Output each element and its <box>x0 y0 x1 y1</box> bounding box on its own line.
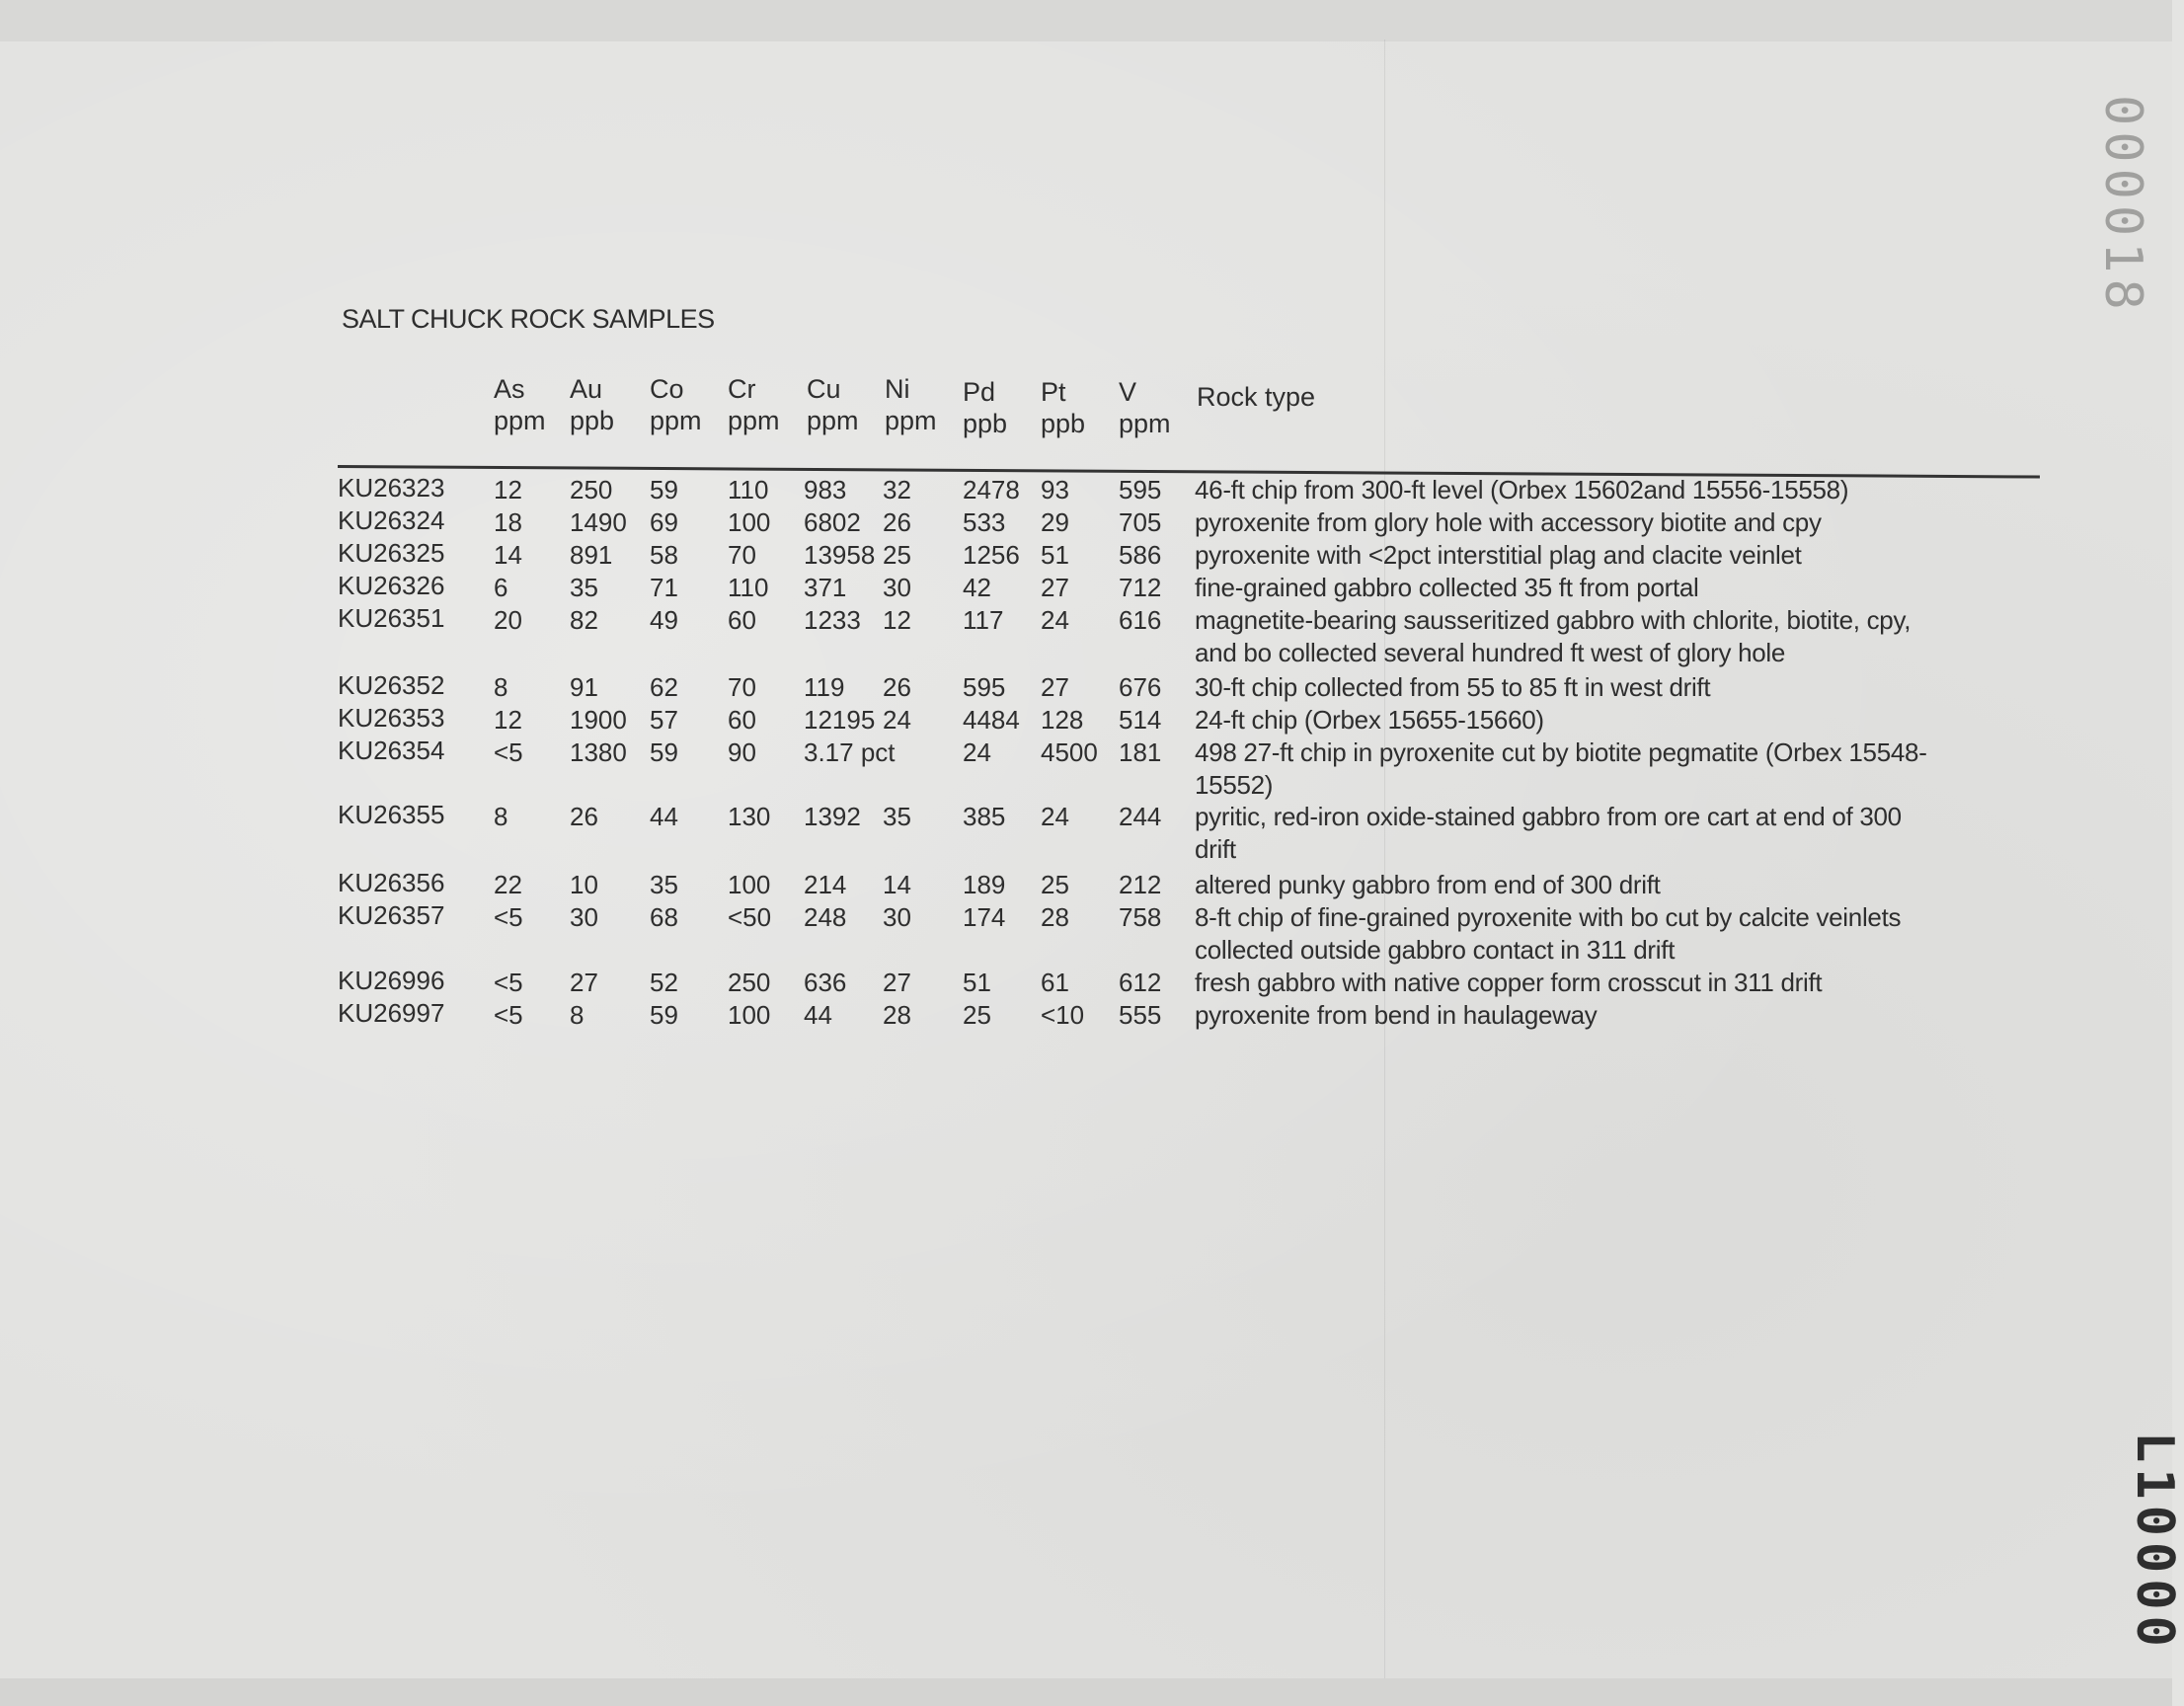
page-stamp-top: 000018 <box>2093 95 2152 316</box>
value-cell-pd: 42 <box>963 573 991 602</box>
value-cell-cu: 983 <box>804 475 847 504</box>
value-cell-v: 595 <box>1119 475 1162 504</box>
value-cell-as: 12 <box>494 705 522 735</box>
value-cell-pd: 117 <box>963 605 1004 635</box>
value-cell-cr: 110 <box>728 573 769 602</box>
rock-type-cell: fine-grained gabbro collected 35 ft from portal <box>1195 573 1699 602</box>
value-cell-co: 35 <box>650 870 678 899</box>
value-cell-cr: 60 <box>728 705 756 735</box>
rock-type-cell: pyroxenite from glory hole with accessory biotite and cpy <box>1195 507 1822 537</box>
column-header-ni: Ni ppm <box>885 374 937 435</box>
value-cell-co: 71 <box>650 573 678 602</box>
value-cell-pd: 25 <box>963 1000 991 1030</box>
column-header-pd: Pd ppb <box>963 377 1008 438</box>
sample-id: KU26324 <box>338 505 445 535</box>
value-cell-au: 10 <box>570 870 598 899</box>
value-cell-pt: 27 <box>1041 672 1069 702</box>
value-cell-ni: 30 <box>883 902 911 932</box>
value-cell-co: 58 <box>650 540 678 570</box>
value-cell-co: 69 <box>650 507 678 537</box>
sample-id: KU26997 <box>338 998 445 1028</box>
value-cell-ni: 26 <box>883 507 911 537</box>
value-cell-pt: 128 <box>1041 705 1084 735</box>
value-cell-cu: 3.17 pct <box>804 737 896 767</box>
value-cell-cr: 250 <box>728 968 771 997</box>
value-cell-as: 8 <box>494 802 508 831</box>
value-cell-as: <5 <box>494 902 523 932</box>
value-cell-v: 616 <box>1119 605 1162 635</box>
document-title: SALT CHUCK ROCK SAMPLES <box>342 304 715 334</box>
value-cell-pd: 51 <box>963 968 991 997</box>
value-cell-pt: 28 <box>1041 902 1069 932</box>
value-cell-ni: 35 <box>883 802 911 831</box>
value-cell-pt: 4500 <box>1041 737 1098 767</box>
sample-id: KU26356 <box>338 868 445 897</box>
value-cell-cu: 214 <box>804 870 847 899</box>
column-header-co: Co ppm <box>650 374 702 435</box>
value-cell-pt: 24 <box>1041 605 1069 635</box>
sample-id: KU26323 <box>338 473 445 503</box>
value-cell-au: 1490 <box>570 507 627 537</box>
value-cell-ni: 28 <box>883 1000 911 1030</box>
value-cell-as: <5 <box>494 737 523 767</box>
value-cell-ni: 25 <box>883 540 911 570</box>
sample-id: KU26351 <box>338 603 445 633</box>
sample-id: KU26354 <box>338 736 445 765</box>
value-cell-pt: 51 <box>1041 540 1069 570</box>
rock-type-cell: 30-ft chip collected from 55 to 85 ft in west drift <box>1195 672 1711 702</box>
column-header-cu: Cu ppm <box>807 374 859 435</box>
value-cell-cr: 70 <box>728 540 756 570</box>
value-cell-cu: 1392 <box>804 802 861 831</box>
value-cell-co: 57 <box>650 705 678 735</box>
rock-type-cell: 46-ft chip from 300-ft level (Orbex 15602and 15556-15558) <box>1195 475 1849 504</box>
value-cell-as: 12 <box>494 475 522 504</box>
page-bottom-edge <box>0 1678 2172 1706</box>
sample-id: KU26996 <box>338 966 445 995</box>
sample-id: KU26353 <box>338 703 445 733</box>
column-header-cr: Cr ppm <box>728 374 780 435</box>
value-cell-pt: 27 <box>1041 573 1069 602</box>
rock-type-cell: 24-ft chip (Orbex 15655-15660) <box>1195 705 1544 735</box>
value-cell-v: 705 <box>1119 507 1162 537</box>
value-cell-pt: 29 <box>1041 507 1069 537</box>
value-cell-au: 26 <box>570 802 598 831</box>
rock-type-cell: pyroxenite from bend in haulageway <box>1195 1000 1598 1030</box>
value-cell-as: 14 <box>494 540 522 570</box>
sample-id: KU26326 <box>338 571 445 600</box>
value-cell-cu: 1233 <box>804 605 861 635</box>
value-cell-as: <5 <box>494 968 523 997</box>
value-cell-v: 514 <box>1119 705 1162 735</box>
value-cell-pd: 385 <box>963 802 1006 831</box>
value-cell-cr: 100 <box>728 1000 771 1030</box>
value-cell-co: 44 <box>650 802 678 831</box>
value-cell-cu: 13958 <box>804 540 876 570</box>
value-cell-cr: 90 <box>728 737 756 767</box>
value-cell-ni: 30 <box>883 573 911 602</box>
value-cell-v: 586 <box>1119 540 1162 570</box>
value-cell-cu: 44 <box>804 1000 832 1030</box>
rock-type-cell: pyritic, red-iron oxide-stained gabbro from ore cart at end of 300 drift <box>1195 802 1902 864</box>
value-cell-cu: 6802 <box>804 507 861 537</box>
sample-id: KU26355 <box>338 800 445 829</box>
value-cell-as: 20 <box>494 605 522 635</box>
value-cell-au: 1900 <box>570 705 627 735</box>
value-cell-cu: 12195 <box>804 705 876 735</box>
value-cell-au: 91 <box>570 672 598 702</box>
value-cell-as: 18 <box>494 507 522 537</box>
value-cell-cu: 371 <box>804 573 847 602</box>
value-cell-au: 891 <box>570 540 613 570</box>
rock-type-cell: fresh gabbro with native copper form crosscut in 311 drift <box>1195 968 1823 997</box>
value-cell-cr: 70 <box>728 672 756 702</box>
value-cell-co: 59 <box>650 475 678 504</box>
value-cell-cr: 110 <box>728 475 769 504</box>
value-cell-cu: 119 <box>804 672 845 702</box>
value-cell-pd: 174 <box>963 902 1006 932</box>
value-cell-pd: 189 <box>963 870 1006 899</box>
value-cell-co: 49 <box>650 605 678 635</box>
value-cell-pd: 2478 <box>963 475 1020 504</box>
value-cell-as: <5 <box>494 1000 523 1030</box>
rock-type-cell: pyroxenite with <2pct interstitial plag and clacite veinlet <box>1195 540 1802 570</box>
column-header-rock-type: Rock type <box>1197 382 1316 412</box>
value-cell-au: 1380 <box>570 737 627 767</box>
value-cell-pt: 25 <box>1041 870 1069 899</box>
page-top-edge <box>0 0 2172 41</box>
value-cell-cr: 100 <box>728 870 771 899</box>
sample-id: KU26325 <box>338 538 445 568</box>
value-cell-pd: 1256 <box>963 540 1020 570</box>
value-cell-au: 250 <box>570 475 613 504</box>
value-cell-co: 62 <box>650 672 678 702</box>
value-cell-pd: 595 <box>963 672 1006 702</box>
value-cell-au: 82 <box>570 605 598 635</box>
sample-id: KU26357 <box>338 900 445 930</box>
value-cell-au: 30 <box>570 902 598 932</box>
value-cell-pt: 61 <box>1041 968 1069 997</box>
column-header-as: As ppm <box>494 374 546 435</box>
column-header-au: Au ppb <box>570 374 615 435</box>
value-cell-ni: 12 <box>883 605 911 635</box>
value-cell-cr: <50 <box>728 902 772 932</box>
column-header-v: V ppm <box>1119 377 1171 438</box>
value-cell-v: 612 <box>1119 968 1162 997</box>
value-cell-au: 35 <box>570 573 598 602</box>
value-cell-cr: 100 <box>728 507 771 537</box>
value-cell-co: 59 <box>650 1000 678 1030</box>
value-cell-ni: 32 <box>883 475 911 504</box>
sample-id: KU26352 <box>338 670 445 700</box>
page-stamp-bottom: L10000 <box>2125 1432 2184 1653</box>
value-cell-pt: <10 <box>1041 1000 1085 1030</box>
value-cell-v: 181 <box>1119 737 1162 767</box>
value-cell-as: 8 <box>494 672 508 702</box>
rock-type-cell: 8-ft chip of fine-grained pyroxenite with bo cut by calcite veinlets collected outside gabbro contact in 311 drift <box>1195 902 1902 965</box>
value-cell-pd: 24 <box>963 737 991 767</box>
value-cell-v: 212 <box>1119 870 1162 899</box>
value-cell-v: 712 <box>1119 573 1162 602</box>
rock-type-cell: magnetite-bearing sausseritized gabbro with chlorite, biotite, cpy, and bo collected several hundred ft west of glory hole <box>1195 605 1911 667</box>
value-cell-ni: 27 <box>883 968 911 997</box>
value-cell-cu: 248 <box>804 902 847 932</box>
value-cell-cu: 636 <box>804 968 847 997</box>
value-cell-au: 8 <box>570 1000 585 1030</box>
value-cell-as: 6 <box>494 573 508 602</box>
value-cell-ni: 14 <box>883 870 911 899</box>
value-cell-pt: 93 <box>1041 475 1069 504</box>
value-cell-cr: 130 <box>728 802 771 831</box>
value-cell-co: 59 <box>650 737 678 767</box>
value-cell-v: 758 <box>1119 902 1162 932</box>
value-cell-ni: 24 <box>883 705 911 735</box>
value-cell-pd: 4484 <box>963 705 1020 735</box>
column-header-pt: Pt ppb <box>1041 377 1086 438</box>
value-cell-pd: 533 <box>963 507 1006 537</box>
value-cell-v: 244 <box>1119 802 1162 831</box>
value-cell-cr: 60 <box>728 605 756 635</box>
value-cell-as: 22 <box>494 870 522 899</box>
value-cell-au: 27 <box>570 968 598 997</box>
rock-type-cell: 498 27-ft chip in pyroxenite cut by biotite pegmatite (Orbex 15548-15552) <box>1195 737 1927 800</box>
value-cell-v: 676 <box>1119 672 1162 702</box>
value-cell-ni: 26 <box>883 672 911 702</box>
value-cell-pt: 24 <box>1041 802 1069 831</box>
value-cell-co: 52 <box>650 968 678 997</box>
value-cell-co: 68 <box>650 902 678 932</box>
rock-type-cell: altered punky gabbro from end of 300 drift <box>1195 870 1661 899</box>
value-cell-v: 555 <box>1119 1000 1162 1030</box>
